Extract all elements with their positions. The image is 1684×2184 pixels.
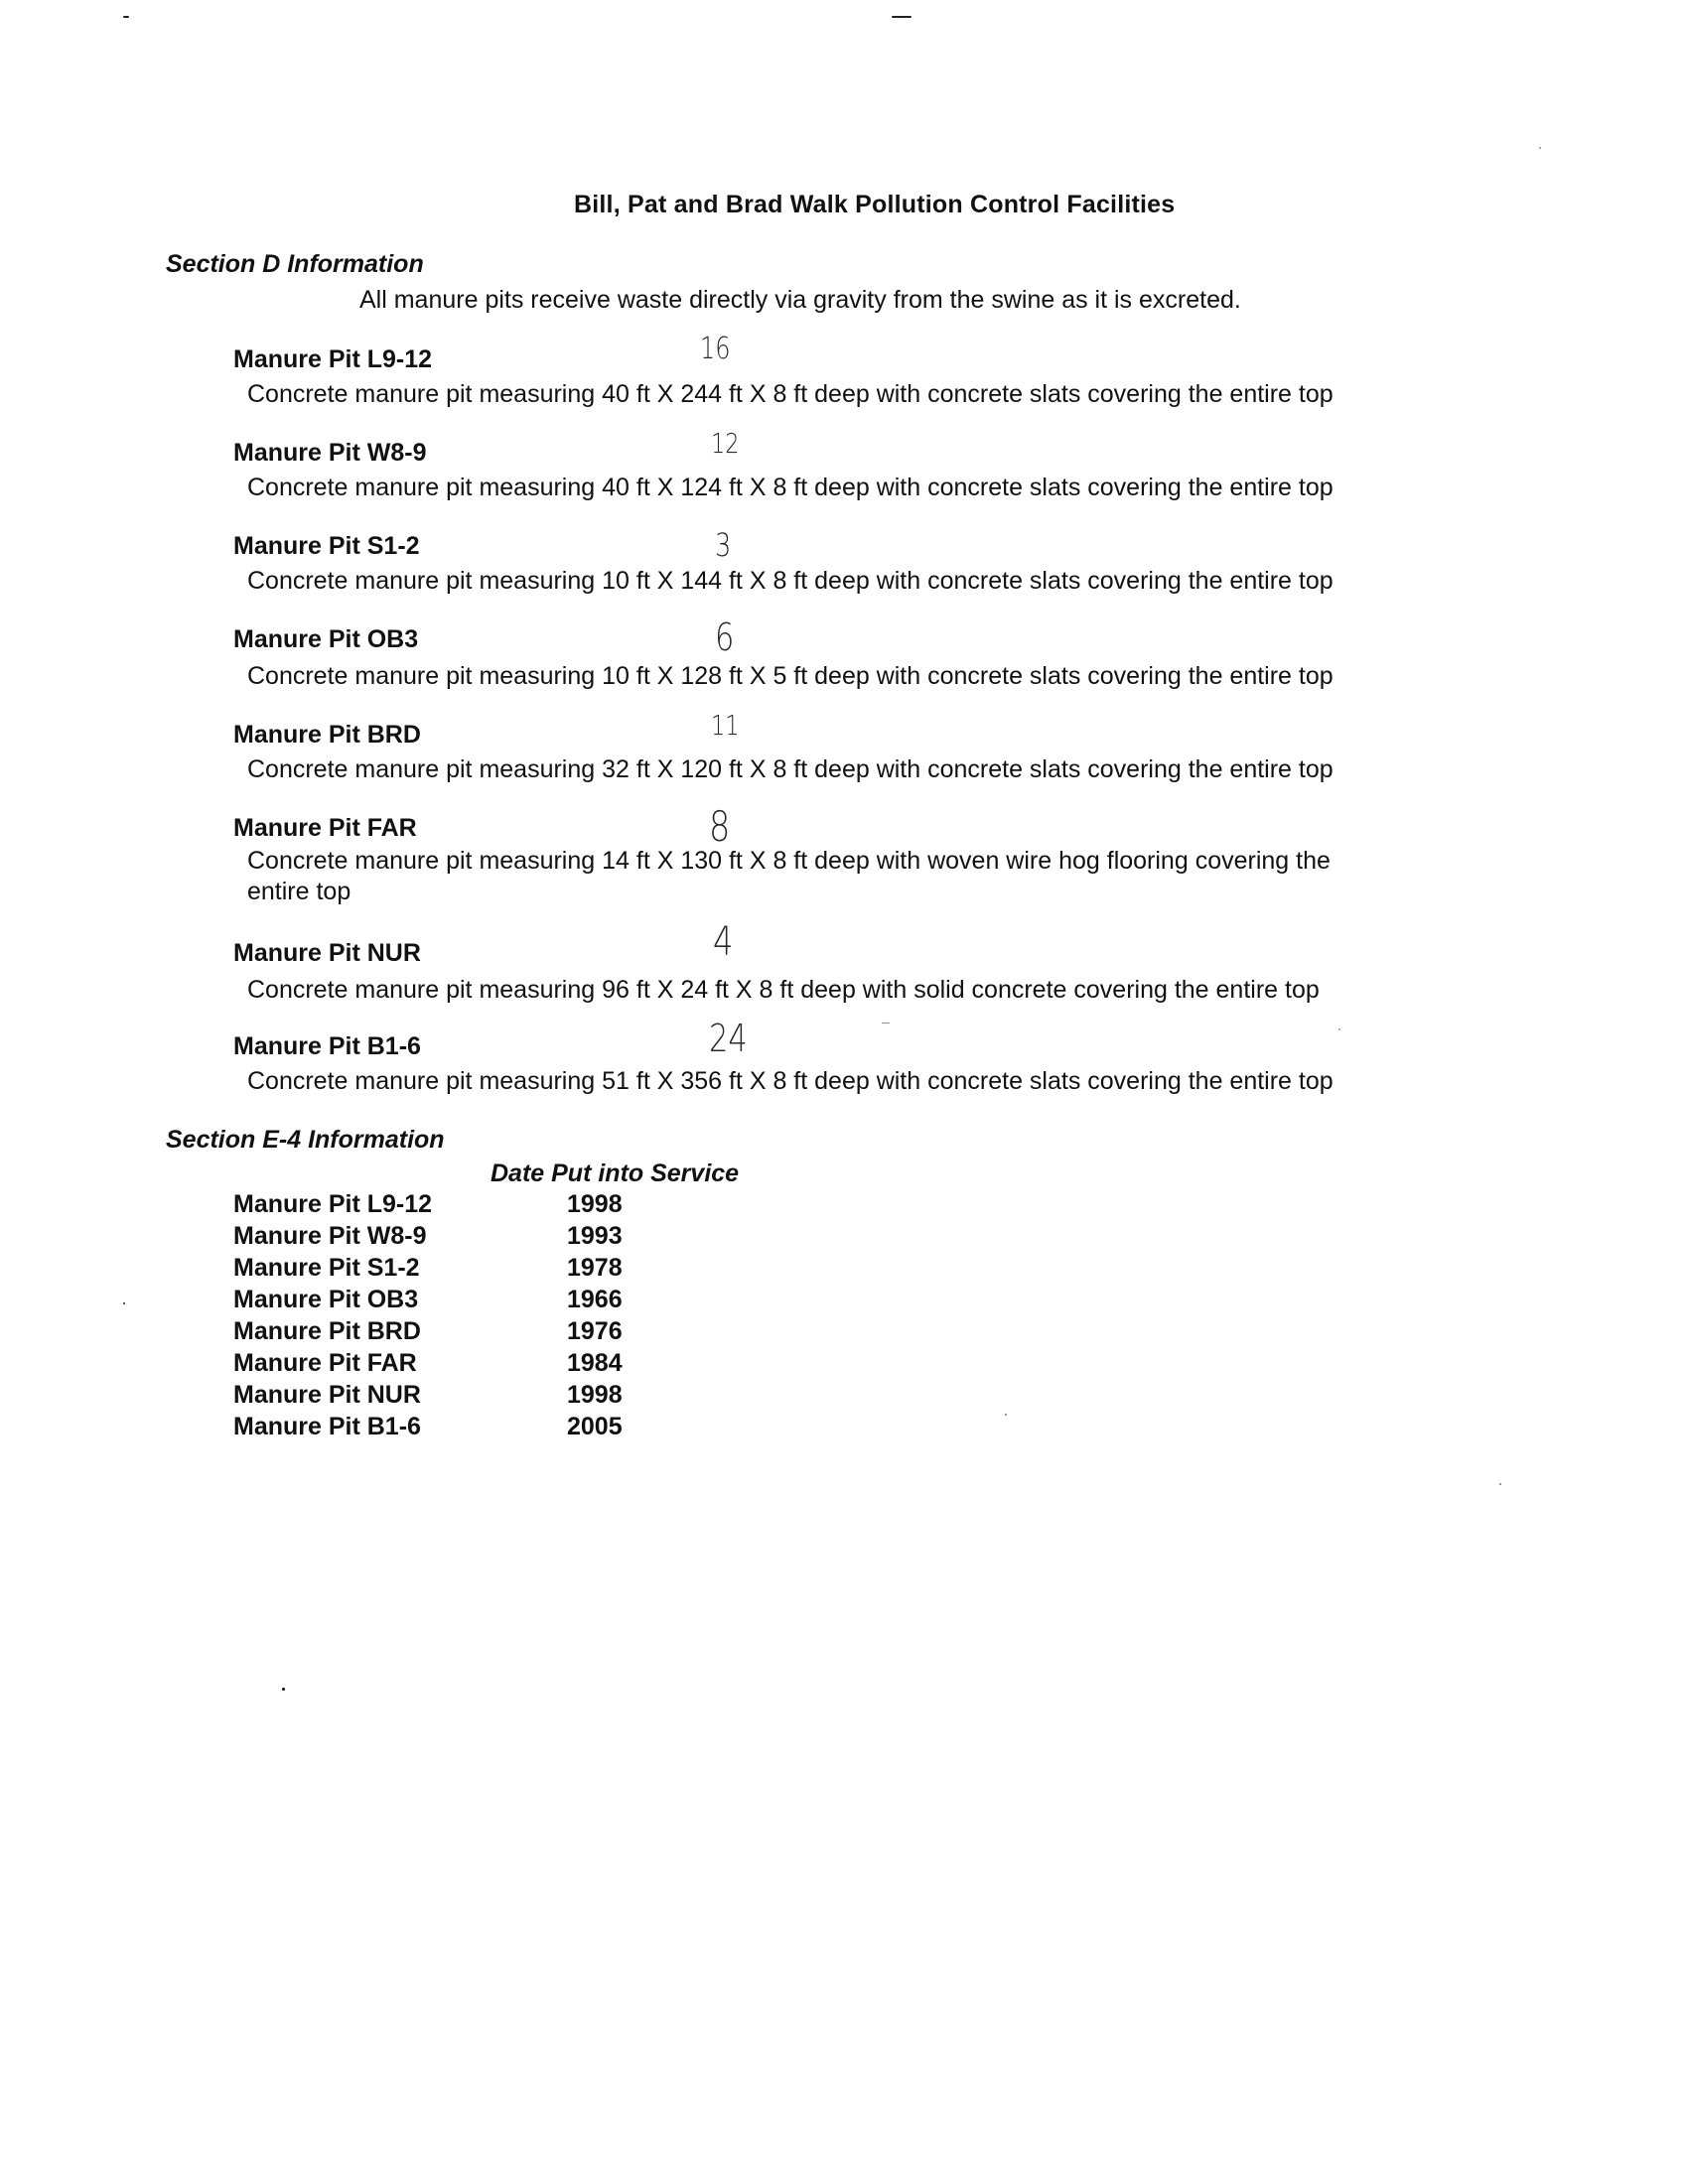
handwritten-note: 3 xyxy=(715,526,732,564)
pit-name: Manure Pit B1-6 xyxy=(233,1032,421,1060)
pit-name: Manure Pit BRD xyxy=(233,721,421,749)
pit-name: Manure Pit FAR xyxy=(233,814,417,842)
section-d-heading: Section D Information xyxy=(166,250,424,278)
pit-name: Manure Pit L9-12 xyxy=(233,345,433,373)
service-date-column-header: Date Put into Service xyxy=(491,1160,740,1187)
pit-description: Concrete manure pit measuring 32 ft X 120 ft X 8 ft deep with concrete slats covering the entire top xyxy=(247,755,1333,783)
handwritten-note: 16 xyxy=(700,332,731,366)
pit-description: Concrete manure pit measuring 40 ft X 124 ft X 8 ft deep with concrete slats covering the entire top xyxy=(247,474,1333,501)
section-d-intro: All manure pits receive waste directly via gravity from the swine as it is excreted. xyxy=(359,286,1241,314)
service-row-name: Manure Pit W8-9 xyxy=(233,1222,427,1250)
scan-speck xyxy=(1338,1028,1340,1030)
service-row-name: Manure Pit BRD xyxy=(233,1317,421,1345)
pit-description: Concrete manure pit measuring 14 ft X 130 ft X 8 ft deep with woven wire hog flooring covering the entire top xyxy=(247,847,1331,905)
pit-description: Concrete manure pit measuring 10 ft X 128 ft X 5 ft deep with concrete slats covering the entire top xyxy=(247,662,1333,690)
scan-speck xyxy=(282,1688,285,1691)
service-row-name: Manure Pit L9-12 xyxy=(233,1190,433,1218)
service-row-name: Manure Pit B1-6 xyxy=(233,1413,421,1440)
section-e4-heading: Section E-4 Information xyxy=(166,1126,445,1154)
service-row-year: 1966 xyxy=(567,1286,623,1313)
service-row-year: 1978 xyxy=(567,1254,623,1282)
service-row-name: Manure Pit NUR xyxy=(233,1381,421,1409)
handwritten-note: 24 xyxy=(709,1017,748,1060)
scan-speck xyxy=(1499,1483,1501,1485)
service-row-year: 1998 xyxy=(567,1190,623,1218)
service-row-name: Manure Pit S1-2 xyxy=(233,1254,420,1282)
service-row-year: 1998 xyxy=(567,1381,623,1409)
service-row-year: 1984 xyxy=(567,1349,623,1377)
handwritten-note: 4 xyxy=(713,919,734,965)
pit-name: Manure Pit OB3 xyxy=(233,625,419,653)
pit-name: Manure Pit S1-2 xyxy=(233,532,420,560)
pit-name: Manure Pit W8-9 xyxy=(233,439,427,467)
scan-speck xyxy=(1539,147,1541,149)
pit-description: Concrete manure pit measuring 96 ft X 24 ft X 8 ft deep with solid concrete covering the entire top xyxy=(247,976,1320,1004)
service-row-name: Manure Pit FAR xyxy=(233,1349,417,1377)
scan-speck xyxy=(123,16,129,18)
page-title: Bill, Pat and Brad Walk Pollution Control Facilities xyxy=(574,191,1176,218)
scan-speck xyxy=(892,16,912,18)
handwritten-note: 8 xyxy=(709,802,731,851)
scan-speck xyxy=(1005,1414,1007,1416)
handwritten-note: 11 xyxy=(711,709,740,742)
service-row-year: 1976 xyxy=(567,1317,623,1345)
scan-speck xyxy=(882,1023,890,1024)
handwritten-note: 6 xyxy=(715,615,735,659)
service-row-year: 2005 xyxy=(567,1413,623,1440)
scan-speck xyxy=(123,1302,125,1304)
pit-name: Manure Pit NUR xyxy=(233,939,421,967)
handwritten-note: 12 xyxy=(711,427,740,460)
pit-description: Concrete manure pit measuring 51 ft X 356 ft X 8 ft deep with concrete slats covering the entire top xyxy=(247,1067,1333,1095)
service-row-name: Manure Pit OB3 xyxy=(233,1286,419,1313)
service-row-year: 1993 xyxy=(567,1222,623,1250)
pit-description: Concrete manure pit measuring 10 ft X 144 ft X 8 ft deep with concrete slats covering the entire top xyxy=(247,567,1333,595)
pit-description: Concrete manure pit measuring 40 ft X 244 ft X 8 ft deep with concrete slats covering the entire top xyxy=(247,380,1333,408)
